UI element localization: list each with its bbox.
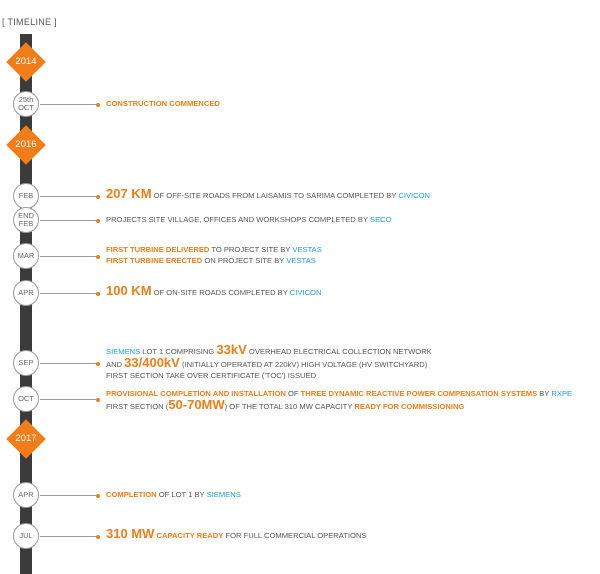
- connector-dot: [96, 535, 100, 539]
- timeline-title: [ TIMELINE ]: [2, 17, 57, 27]
- event-date-node: FEB: [13, 183, 39, 209]
- connector-dot: [96, 195, 100, 199]
- connector-dot: [96, 494, 100, 498]
- year-marker-2014: [7, 43, 45, 81]
- event-description: SIEMENS LOT 1 COMPRISING 33kV OVERHEAD ELECTRICAL COLLECTION NETWORK AND 33/400kV (INITIALLY OPERATED AT 220kV) HIGH VOLTAGE (HV SWITCHYARD) FIRST SECTION TAKE OVER CERTIFICATE ('TOC') ISSUED: [106, 342, 432, 380]
- event-description: PROVISIONAL COMPLETION AND INSTALLATION OF THREE DYNAMIC REACTIVE POWER COMPENSATION SYSTEMS BY RXPE FIRST SECTION (50-70MW) OF THE TOTAL 310 MW CAPACITY READY FOR COMMISSIONING: [106, 389, 573, 412]
- connector-dot: [96, 219, 100, 223]
- event-description: 207 KM OF OFF-SITE ROADS FROM LAISAMIS TO SARIMA COMPLETED BY CIVICON: [106, 186, 431, 201]
- connector-dot: [96, 398, 100, 402]
- connector-line: [40, 104, 97, 105]
- connector-dot: [96, 103, 100, 107]
- year-marker-2016: [7, 126, 45, 164]
- event-date-node: END FEB: [13, 207, 39, 233]
- connector-dot: [96, 255, 100, 259]
- event-date-node: MAR: [13, 243, 39, 269]
- connector-line: [40, 363, 97, 364]
- connector-line: [40, 293, 97, 294]
- year-label: 2016: [15, 139, 37, 150]
- year-label: 2014: [15, 56, 37, 67]
- event-description: PROJECTS SITE VILLAGE, OFFICES AND WORKSHOPS COMPLETED BY SECO: [106, 215, 392, 224]
- event-description: COMPLETION OF LOT 1 BY SIEMENS: [106, 490, 241, 499]
- event-description: CONSTRUCTION COMMENCED: [106, 99, 220, 108]
- event-description: 310 MW CAPACITY READY FOR FULL COMMERCIAL OPERATIONS: [106, 526, 367, 541]
- event-date-node: SEP: [13, 350, 39, 376]
- connector-line: [40, 256, 97, 257]
- event-date-node: JUL: [13, 523, 39, 549]
- year-marker-2017: [7, 420, 45, 458]
- event-date-node: 25th OCT: [13, 91, 39, 117]
- year-label: 2017: [15, 433, 37, 444]
- connector-dot: [96, 362, 100, 366]
- connector-dot: [96, 292, 100, 296]
- connector-line: [40, 536, 97, 537]
- event-date-node: APR: [13, 482, 39, 508]
- connector-line: [40, 399, 97, 400]
- event-description: 100 KM OF ON-SITE ROADS COMPLETED BY CIVICON: [106, 283, 322, 298]
- connector-line: [40, 220, 97, 221]
- connector-line: [40, 196, 97, 197]
- event-description: FIRST TURBINE DELIVERED TO PROJECT SITE BY VESTAS FIRST TURBINE ERECTED ON PROJECT SITE BY VESTAS: [106, 245, 322, 265]
- event-date-node: APR: [13, 280, 39, 306]
- connector-line: [40, 495, 97, 496]
- event-date-node: OCT: [13, 386, 39, 412]
